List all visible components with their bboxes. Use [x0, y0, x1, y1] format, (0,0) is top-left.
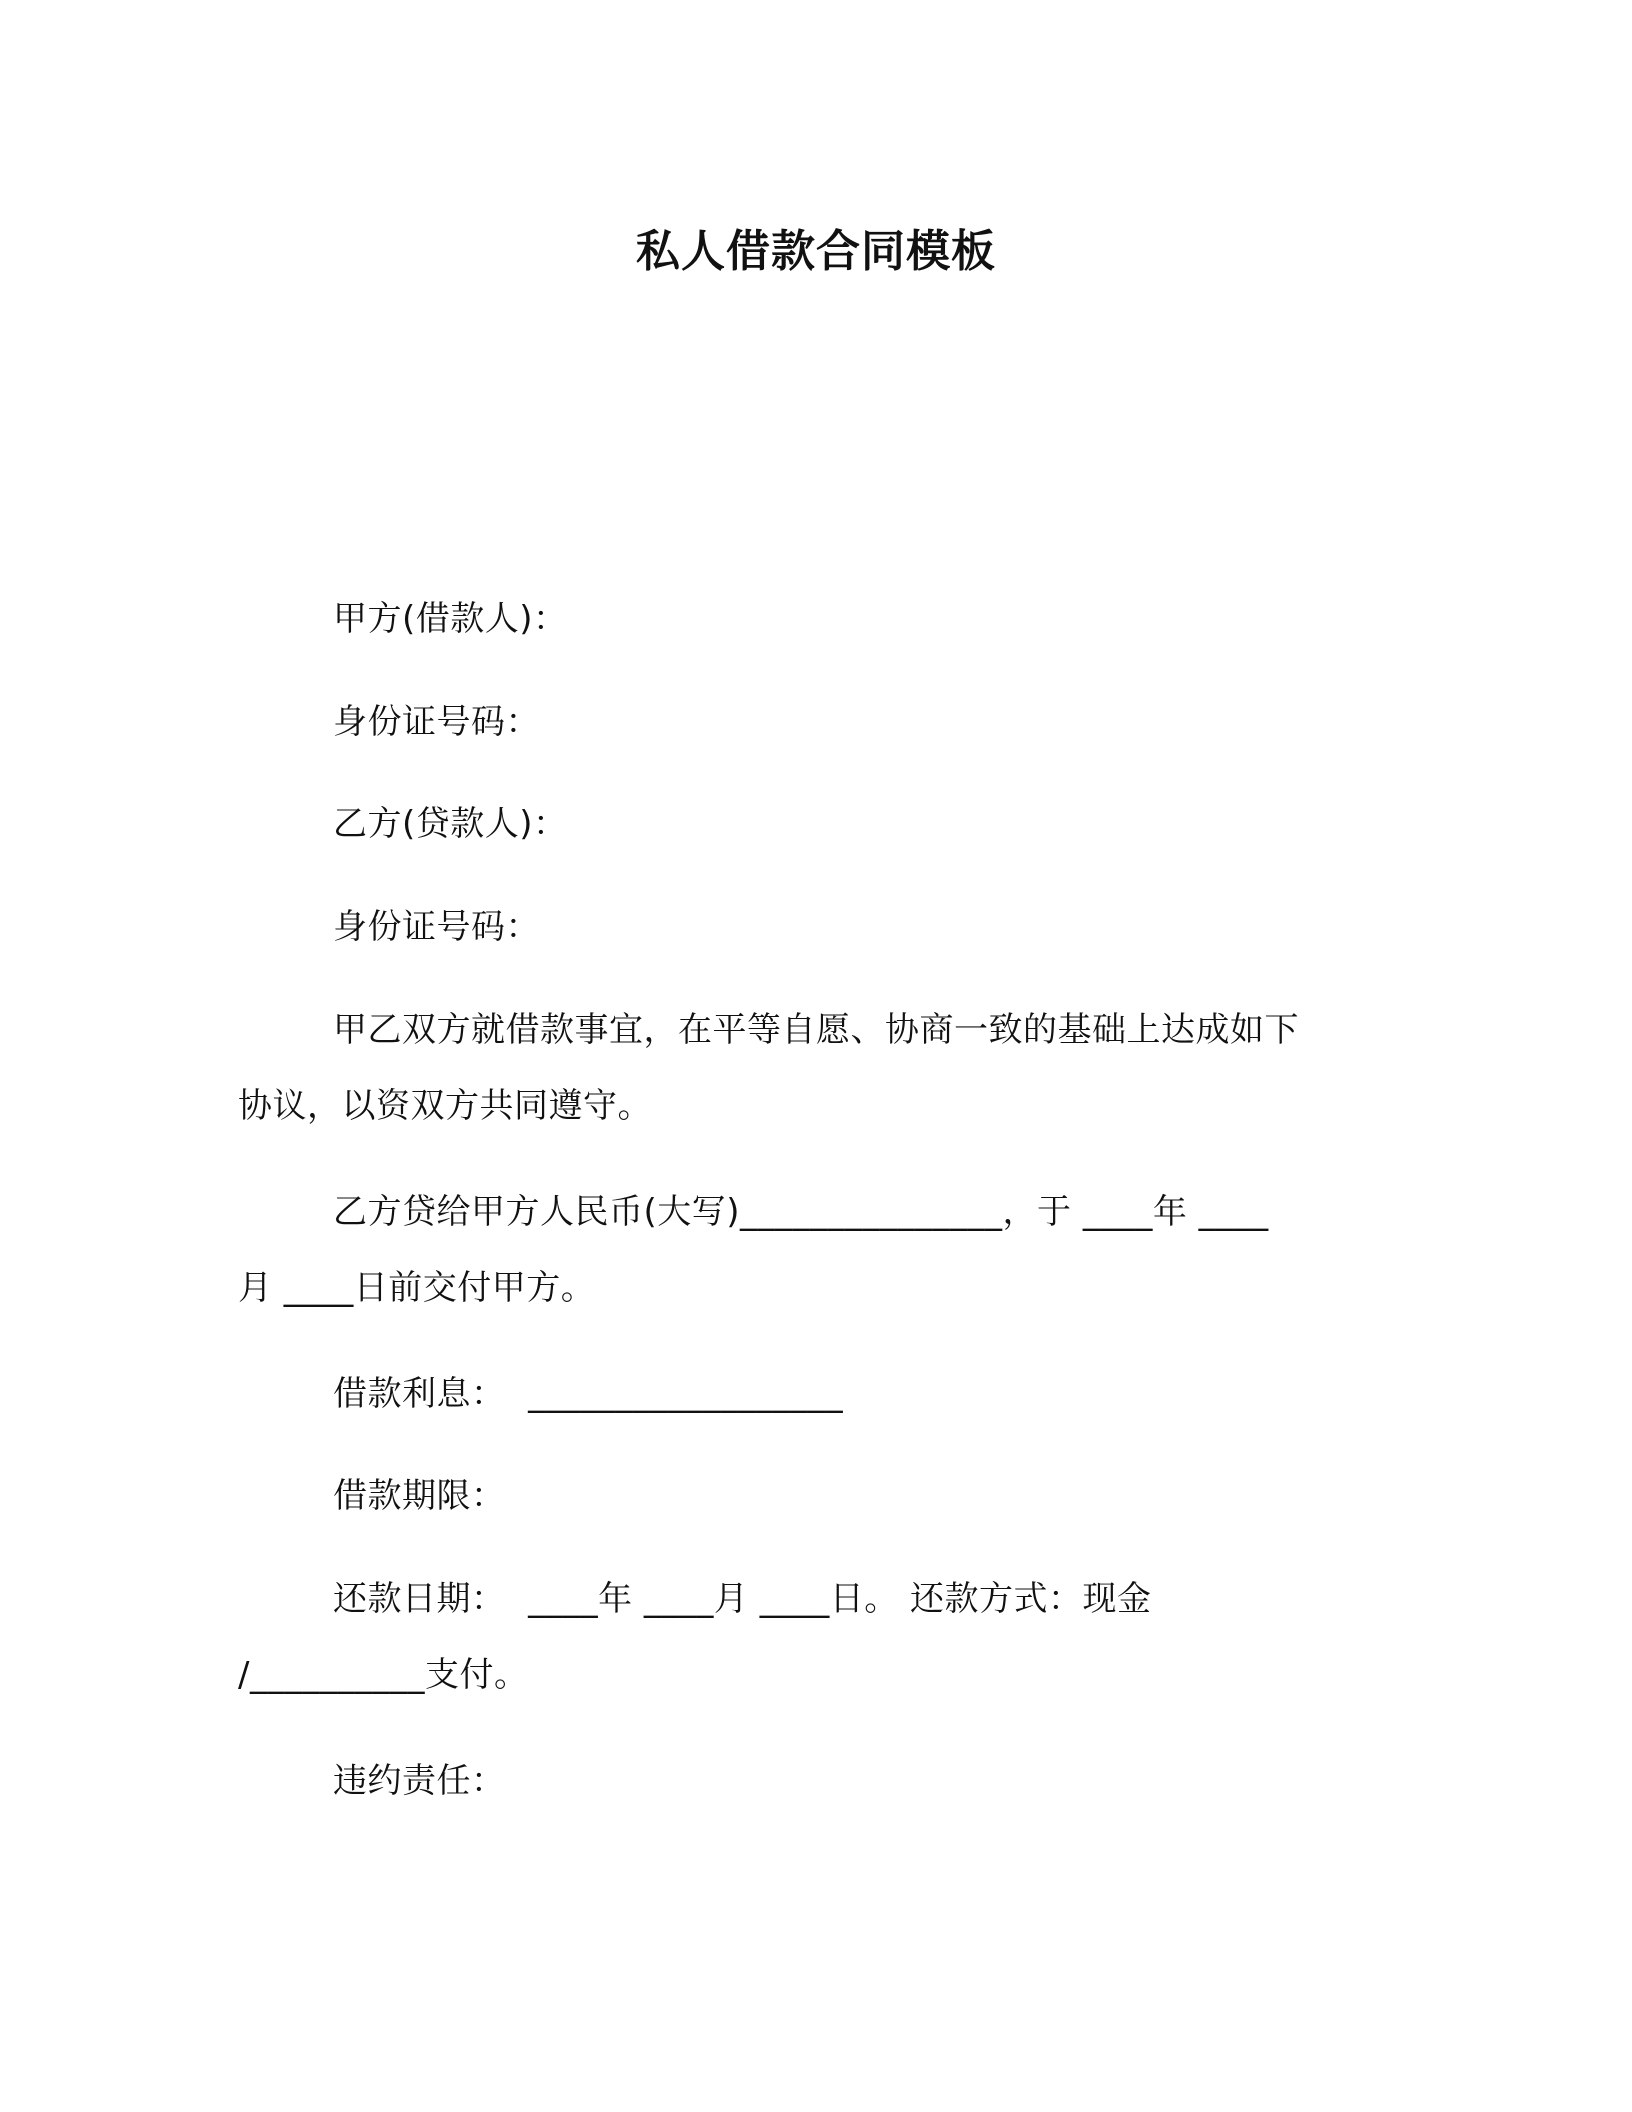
lender-id-field: 身份证号码：: [333, 907, 540, 947]
repayment-line-1: 还款日期： ____年 ____月 ____日。 还款方式：现金: [333, 1579, 1152, 1619]
agreement-paragraph-line-2: 协议，以资双方共同遵守。: [238, 1086, 652, 1126]
page-title: 私人借款合同模板: [636, 226, 996, 277]
borrower-id-field: 身份证号码：: [333, 702, 540, 742]
loan-term-field: 借款期限：: [333, 1476, 506, 1516]
loan-amount-line-1: 乙方贷给甲方人民币(大写)_______________，于 ____年 ____: [333, 1192, 1269, 1232]
lender-field: 乙方(贷款人)：: [333, 804, 568, 844]
repayment-line-2: /__________支付。: [238, 1655, 529, 1695]
liability-field: 违约责任：: [333, 1761, 506, 1801]
agreement-paragraph-line-1: 甲乙双方就借款事宜，在平等自愿、协商一致的基础上达成如下: [333, 1010, 1299, 1050]
interest-field: 借款利息： __________________: [333, 1374, 844, 1414]
borrower-field: 甲方(借款人)：: [333, 599, 568, 639]
loan-amount-line-2: 月 ____日前交付甲方。: [238, 1268, 596, 1308]
